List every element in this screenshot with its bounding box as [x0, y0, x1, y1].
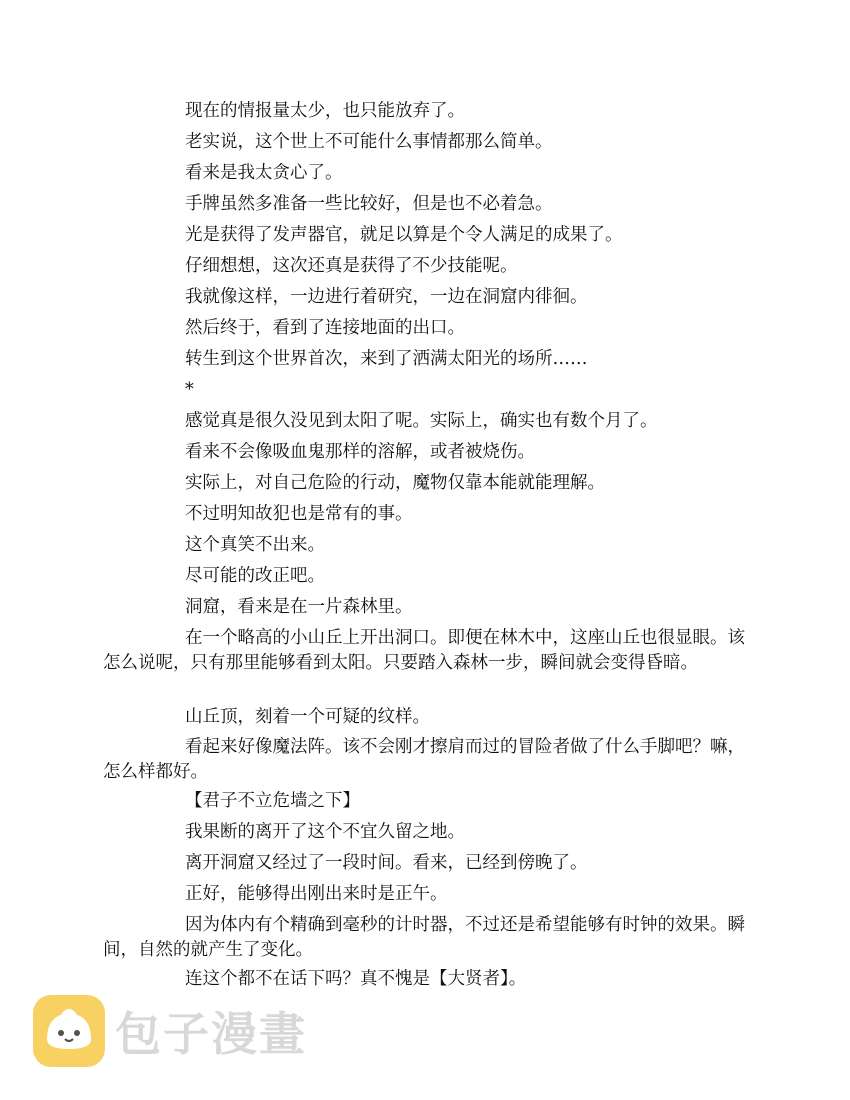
paragraph: 转生到这个世界首次，来到了洒满太阳光的场所…… [185, 349, 588, 369]
paragraph: 我果断的离开了这个不宜久留之地。 [185, 822, 465, 842]
paragraph: 光是获得了发声器官，就足以算是个令人满足的成果了。 [185, 225, 623, 245]
paragraph: 看起来好像魔法阵。该不会刚才擦肩而过的冒险者做了什么手脚吧？嘛，怎么样都好。 [103, 737, 745, 782]
watermark-text: 包子漫畫 [115, 1007, 307, 1061]
paragraph: 我就像这样，一边进行着研究，一边在洞窟内徘徊。 [185, 287, 588, 307]
paragraph: 尽可能的改正吧。 [185, 566, 325, 586]
paragraph: 连这个都不在话下吗？真不愧是【大贤者】。 [185, 969, 527, 989]
bun-logo-icon [33, 995, 105, 1067]
paragraph: 看来是我太贪心了。 [185, 163, 343, 183]
paragraph: 手牌虽然多准备一些比较好，但是也不必着急。 [185, 194, 553, 214]
paragraph: 不过明知故犯也是常有的事。 [185, 504, 413, 524]
paragraph: 现在的情报量太少，也只能放弃了。 [185, 101, 465, 121]
paragraph: 感觉真是很久没见到太阳了呢。实际上，确实也有数个月了。 [185, 411, 658, 431]
watermark-logo [33, 995, 307, 1067]
paragraph: 实际上，对自己危险的行动，魔物仅靠本能就能理解。 [185, 473, 605, 493]
paragraph: 这个真笑不出来。 [185, 535, 325, 555]
paragraph: 看来不会像吸血鬼那样的溶解，或者被烧伤。 [185, 442, 535, 462]
paragraph: 然后终于，看到了连接地面的出口。 [185, 318, 465, 338]
paragraph: 老实说，这个世上不可能什么事情都那么简单。 [185, 132, 553, 152]
paragraph: 在一个略高的小山丘上开出洞口。即便在林木中，这座山丘也很显眼。该怎么说呢，只有那里能够看到太阳。只要踏入森林一步，瞬间就会变得昏暗。 [103, 628, 745, 673]
skill-name: 【君子不立危墙之下】 [185, 791, 360, 811]
section-separator: * [185, 380, 194, 400]
paragraph: 山丘顶，刻着一个可疑的纹样。 [185, 707, 430, 727]
paragraph: 离开洞窟又经过了一段时间。看来，已经到傍晚了。 [185, 853, 588, 873]
paragraph: 因为体内有个精确到毫秒的计时器，不过还是希望能够有时钟的效果。瞬间，自然的就产生了变化。 [103, 915, 745, 960]
paragraph: 洞窟，看来是在一片森林里。 [185, 597, 413, 617]
paragraph: 正好，能够得出刚出来时是正午。 [185, 884, 448, 904]
paragraph: 仔细想想，这次还真是获得了不少技能呢。 [185, 256, 518, 276]
